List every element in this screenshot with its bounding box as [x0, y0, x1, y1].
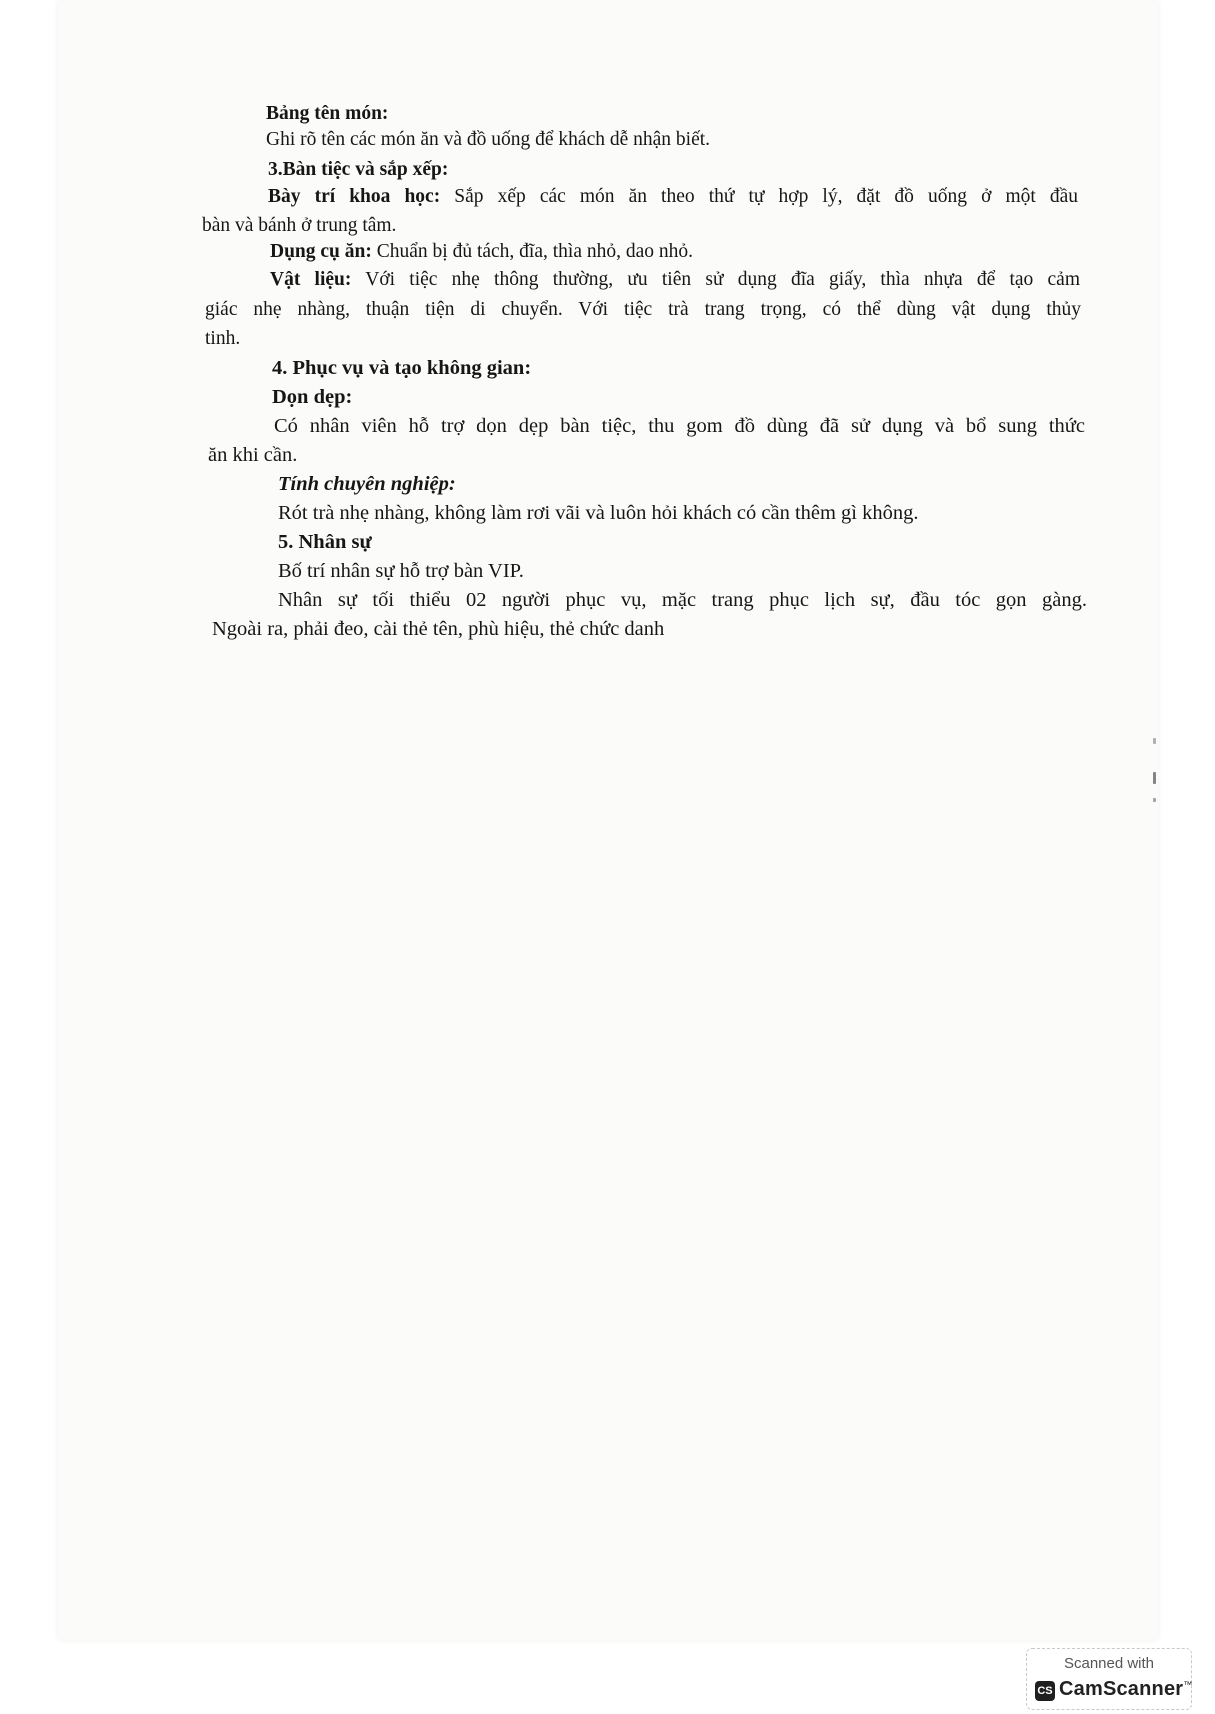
scan-speck — [1153, 738, 1156, 744]
staff-text-line-3: Ngoài ra, phải đeo, cài thẻ tên, phù hiệu, thẻ chức danh — [212, 618, 665, 640]
watermark-brand: CamScanner™ — [1059, 1678, 1193, 1700]
cleaning-heading: Dọn dẹp: — [272, 386, 353, 408]
materials-paragraph-line-1: Vật liệu: Với tiệc nhẹ thông thường, ưu tiên sử dụng đĩa giấy, thìa nhựa để tạo cảm — [270, 269, 1081, 290]
section-3-heading: 3.Bàn tiệc và sắp xếp: — [268, 159, 449, 180]
section-4-heading: 4. Phục vụ và tạo không gian: — [272, 357, 532, 379]
section-5-heading: 5. Nhân sự — [278, 531, 372, 553]
staff-text-line-1: Bố trí nhân sự hỗ trợ bàn VIP. — [278, 560, 524, 582]
staff-text-line-2: Nhân sự tối thiểu 02 người phục vụ, mặc trang phục lịch sự, đầu tóc gọn gàng. — [278, 589, 1087, 611]
menu-board-heading: Bảng tên món: — [266, 103, 389, 124]
materials-paragraph-line-3: tinh. — [205, 328, 241, 349]
scan-speck — [1153, 772, 1156, 784]
camscanner-logo-icon: CS — [1035, 1681, 1055, 1701]
scan-speck — [1153, 798, 1156, 802]
layout-paragraph-line-1: Bày trí khoa học: Sắp xếp các món ăn theo thứ tự hợp lý, đặt đồ uống ở một đầu — [268, 186, 1079, 207]
materials-paragraph-line-2: giác nhẹ nhàng, thuận tiện di chuyển. Với tiệc trà trang trọng, có thể dùng vật dụng thủy — [205, 299, 1081, 320]
menu-board-text: Ghi rõ tên các món ăn và đồ uống để khách dễ nhận biết. — [266, 129, 711, 150]
utensils-paragraph: Dụng cụ ăn: Chuẩn bị đủ tách, đĩa, thìa nhỏ, dao nhỏ. — [270, 241, 694, 262]
professionalism-text: Rót trà nhẹ nhàng, không làm rơi vãi và luôn hỏi khách có cần thêm gì không. — [278, 502, 919, 524]
cleaning-text-line-1: Có nhân viên hỗ trợ dọn dẹp bàn tiệc, thu gom đồ dùng đã sử dụng và bổ sung thức — [274, 415, 1085, 437]
cleaning-text-line-2: ăn khi cần. — [208, 444, 298, 466]
layout-paragraph-line-2: bàn và bánh ở trung tâm. — [202, 215, 397, 236]
professionalism-heading: Tính chuyên nghiệp: — [278, 473, 456, 495]
camscanner-watermark — [1026, 1648, 1192, 1710]
watermark-caption: Scanned with — [1063, 1655, 1155, 1672]
